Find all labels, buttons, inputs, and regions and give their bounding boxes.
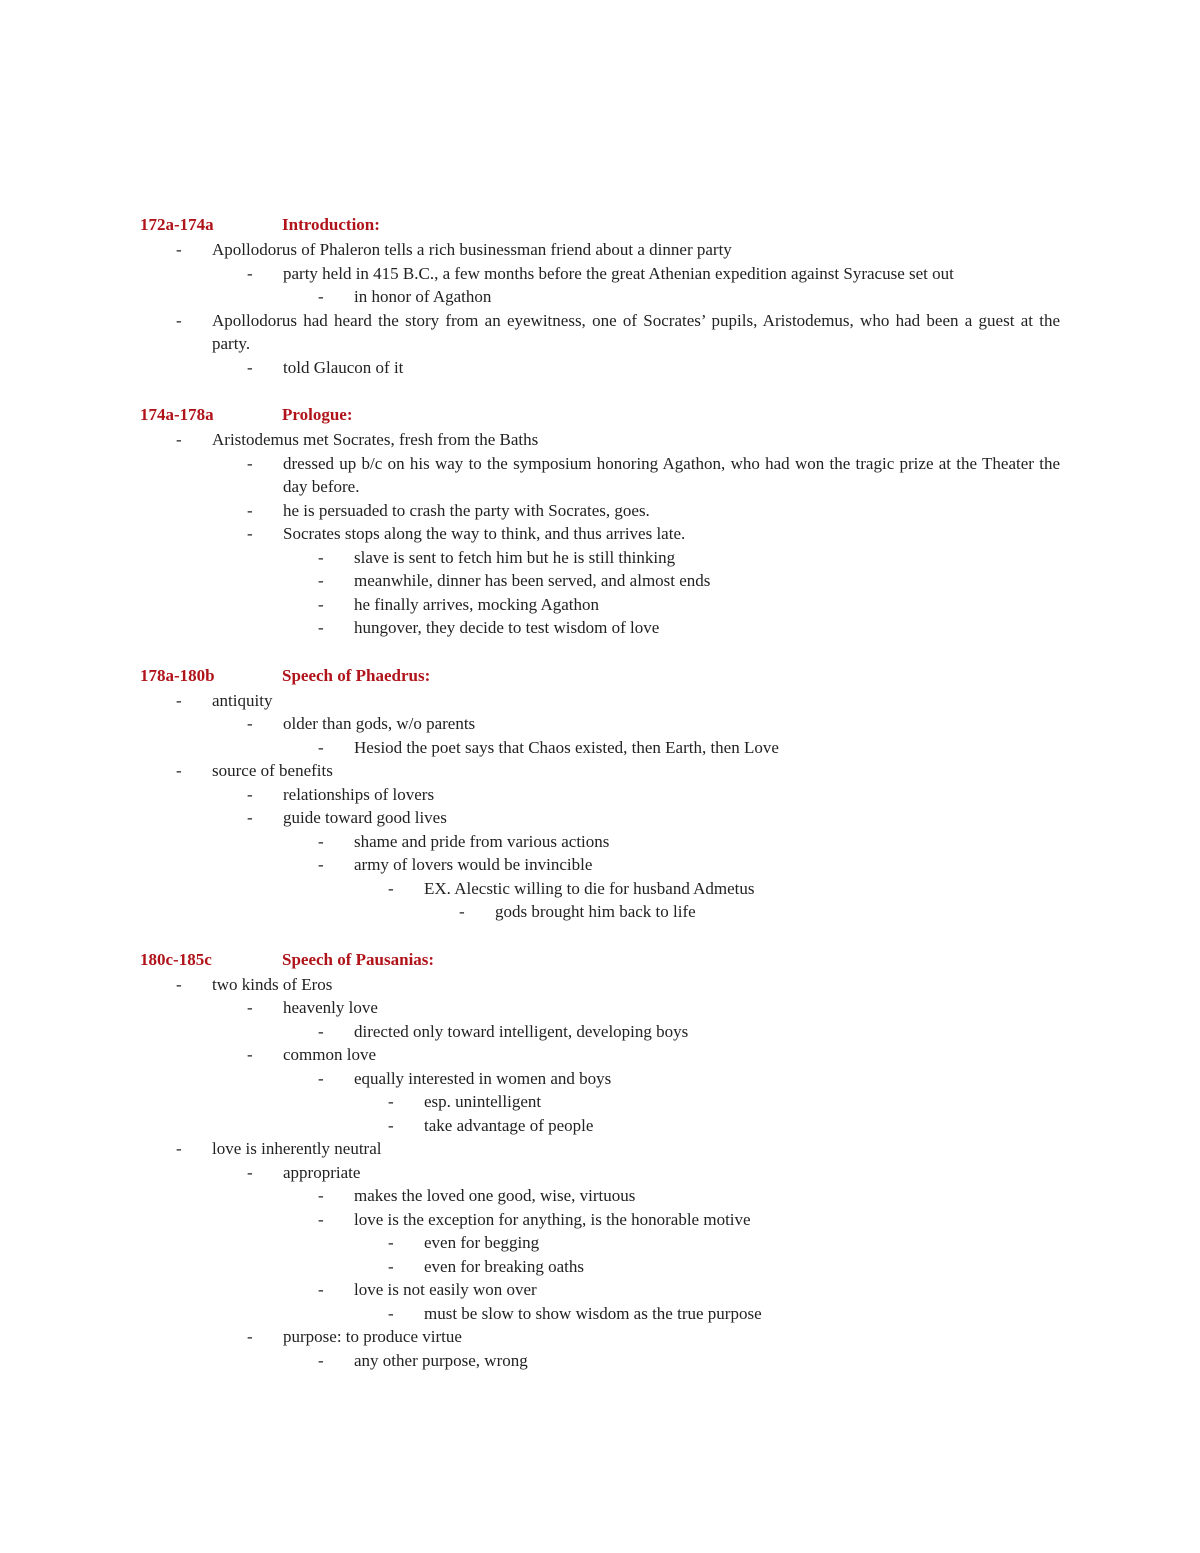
item-text: even for begging [424, 1233, 540, 1252]
item-text: common love [283, 1045, 377, 1064]
list-item [140, 1067, 1060, 1091]
list-item [140, 1231, 1060, 1255]
list-item [140, 238, 1060, 262]
list-item [140, 900, 1060, 924]
section-range: 178a-180b [140, 665, 215, 685]
item-text: dressed up b/c on his way to the symposium honoring Agathon, who had won the tragic prize at the Theater the day before. [283, 453, 1060, 496]
section [140, 947, 1060, 1373]
list-item [140, 546, 1060, 570]
bullet-dash: - [318, 1350, 324, 1370]
list-item [140, 1349, 1060, 1373]
list-item [140, 830, 1060, 854]
item-text: two kinds of Eros [212, 974, 333, 994]
list-item [140, 1114, 1060, 1138]
list-item [140, 1255, 1060, 1279]
bullet-dash: - [176, 1139, 182, 1158]
bullet-dash: - [318, 1186, 324, 1205]
bullet-dash: - [247, 784, 253, 804]
item-text: antiquity [212, 690, 273, 710]
section-title: Introduction: [282, 215, 380, 234]
item-text: shame and pride from various actions [354, 831, 610, 851]
bullet-dash: - [176, 240, 182, 259]
list-item [140, 689, 1060, 713]
bullet-dash: - [247, 808, 253, 827]
bullet-dash: - [247, 357, 253, 377]
bullet-dash: - [176, 690, 182, 710]
section-range: 174a-178a [140, 405, 214, 424]
section-title: Prologue: [282, 405, 353, 424]
section-title: Speech of Pausanias: [282, 949, 435, 969]
list-item [140, 996, 1060, 1020]
item-text: hungover, they decide to test wisdom of love [354, 618, 660, 637]
item-text: EX. Alecstic willing to die for husband Admetus [424, 878, 755, 898]
list-item [140, 806, 1060, 830]
list-item [140, 616, 1060, 640]
bullet-dash: - [388, 1303, 394, 1323]
bullet-dash: - [318, 1209, 324, 1229]
item-text: guide toward good lives [283, 808, 447, 827]
list-item [140, 736, 1060, 760]
list-item [140, 783, 1060, 807]
item-text: purpose: to produce virtue [283, 1327, 462, 1346]
list-item [140, 593, 1060, 617]
section-range: 180c-185c [140, 949, 212, 969]
bullet-dash: - [318, 737, 324, 757]
list-item [140, 1184, 1060, 1208]
list-item [140, 428, 1060, 452]
bullet-dash: - [318, 618, 324, 637]
section-title: Speech of Phaedrus: [282, 665, 431, 685]
list-item [140, 522, 1060, 546]
list-item [140, 853, 1060, 877]
item-text: Socrates stops along the way to think, and thus arrives late. [283, 524, 686, 543]
list-item [140, 1161, 1060, 1185]
item-text: any other purpose, wrong [354, 1350, 528, 1370]
item-text: he is persuaded to crash the party with Socrates, goes. [283, 500, 650, 520]
item-text: directed only toward intelligent, developing boys [354, 1021, 689, 1041]
item-text: Apollodorus of Phaleron tells a rich businessman friend about a dinner party [212, 240, 732, 259]
list-item [140, 712, 1060, 736]
notes-content [140, 212, 1060, 1395]
bullet-dash: - [318, 855, 324, 874]
item-text: esp. unintelligent [424, 1092, 542, 1111]
bullet-dash: - [459, 902, 465, 921]
bullet-dash: - [176, 310, 182, 330]
list-item [140, 356, 1060, 380]
bullet-dash: - [318, 594, 324, 614]
item-text: makes the loved one good, wise, virtuous [354, 1186, 636, 1205]
item-text: relationships of lovers [283, 784, 435, 804]
item-text: Aristodemus met Socrates, fresh from the Baths [212, 430, 539, 449]
section-heading [140, 402, 1060, 428]
list-item [140, 285, 1060, 309]
item-text: equally interested in women and boys [354, 1068, 612, 1088]
list-item [140, 569, 1060, 593]
list-item [140, 1208, 1060, 1232]
section-range: 172a-174a [140, 215, 214, 234]
list-item [140, 1278, 1060, 1302]
item-text: appropriate [283, 1162, 361, 1182]
bullet-dash: - [247, 453, 253, 473]
item-text: gods brought him back to life [495, 902, 696, 921]
bullet-dash: - [388, 1115, 394, 1135]
list-item [140, 1090, 1060, 1114]
item-text: heavenly love [283, 998, 378, 1017]
bullet-dash: - [247, 998, 253, 1017]
bullet-dash: - [247, 1327, 253, 1346]
bullet-dash: - [318, 1068, 324, 1088]
item-text: Apollodorus had heard the story from an eyewitness, one of Socrates’ pupils, Aristodemus, who had been a guest at the party. [212, 310, 1060, 353]
bullet-dash: - [388, 878, 394, 898]
item-text: slave is sent to fetch him but he is still thinking [354, 547, 676, 567]
item-text: army of lovers would be invincible [354, 855, 593, 874]
bullet-dash: - [176, 974, 182, 994]
list-item [140, 499, 1060, 523]
item-text: must be slow to show wisdom as the true purpose [424, 1303, 762, 1323]
bullet-dash: - [247, 1045, 253, 1064]
list-item [140, 973, 1060, 997]
list-item [140, 1043, 1060, 1067]
item-text: Hesiod the poet says that Chaos existed, then Earth, then Love [354, 737, 779, 757]
item-text: told Glaucon of it [283, 357, 404, 377]
list-item [140, 759, 1060, 783]
bullet-dash: - [318, 287, 324, 306]
list-item [140, 1020, 1060, 1044]
list-item [140, 1302, 1060, 1326]
list-item [140, 877, 1060, 901]
section [140, 663, 1060, 924]
list-item [140, 309, 1060, 356]
section-heading [140, 663, 1060, 689]
list-item [140, 1325, 1060, 1349]
bullet-dash: - [247, 263, 253, 283]
bullet-dash: - [318, 547, 324, 567]
bullet-dash: - [247, 1162, 253, 1182]
bullet-dash: - [176, 761, 182, 780]
list-item [140, 1137, 1060, 1161]
item-text: love is not easily won over [354, 1280, 537, 1299]
bullet-dash: - [318, 831, 324, 851]
item-text: love is the exception for anything, is the honorable motive [354, 1209, 751, 1229]
item-text: meanwhile, dinner has been served, and almost ends [354, 571, 711, 590]
item-text: love is inherently neutral [212, 1139, 382, 1158]
item-text: in honor of Agathon [354, 287, 492, 306]
list-item [140, 262, 1060, 286]
section [140, 212, 1060, 379]
item-text: take advantage of people [424, 1115, 594, 1135]
bullet-dash: - [318, 1021, 324, 1041]
bullet-dash: - [318, 1280, 324, 1299]
section-heading [140, 947, 1060, 973]
bullet-dash: - [247, 714, 253, 733]
bullet-dash: - [318, 571, 324, 590]
list-item [140, 452, 1060, 499]
item-text: even for breaking oaths [424, 1256, 585, 1276]
bullet-dash: - [176, 430, 182, 449]
bullet-dash: - [388, 1256, 394, 1276]
item-text: older than gods, w/o parents [283, 714, 476, 733]
bullet-dash: - [247, 524, 253, 543]
bullet-dash: - [388, 1233, 394, 1252]
item-text: source of benefits [212, 761, 333, 780]
bullet-dash: - [388, 1092, 394, 1111]
item-text: party held in 415 B.C., a few months before the great Athenian expedition against Syracuse set out [283, 263, 954, 283]
bullet-dash: - [247, 500, 253, 520]
section [140, 402, 1060, 640]
item-text: he finally arrives, mocking Agathon [354, 594, 600, 614]
section-heading [140, 212, 1060, 238]
